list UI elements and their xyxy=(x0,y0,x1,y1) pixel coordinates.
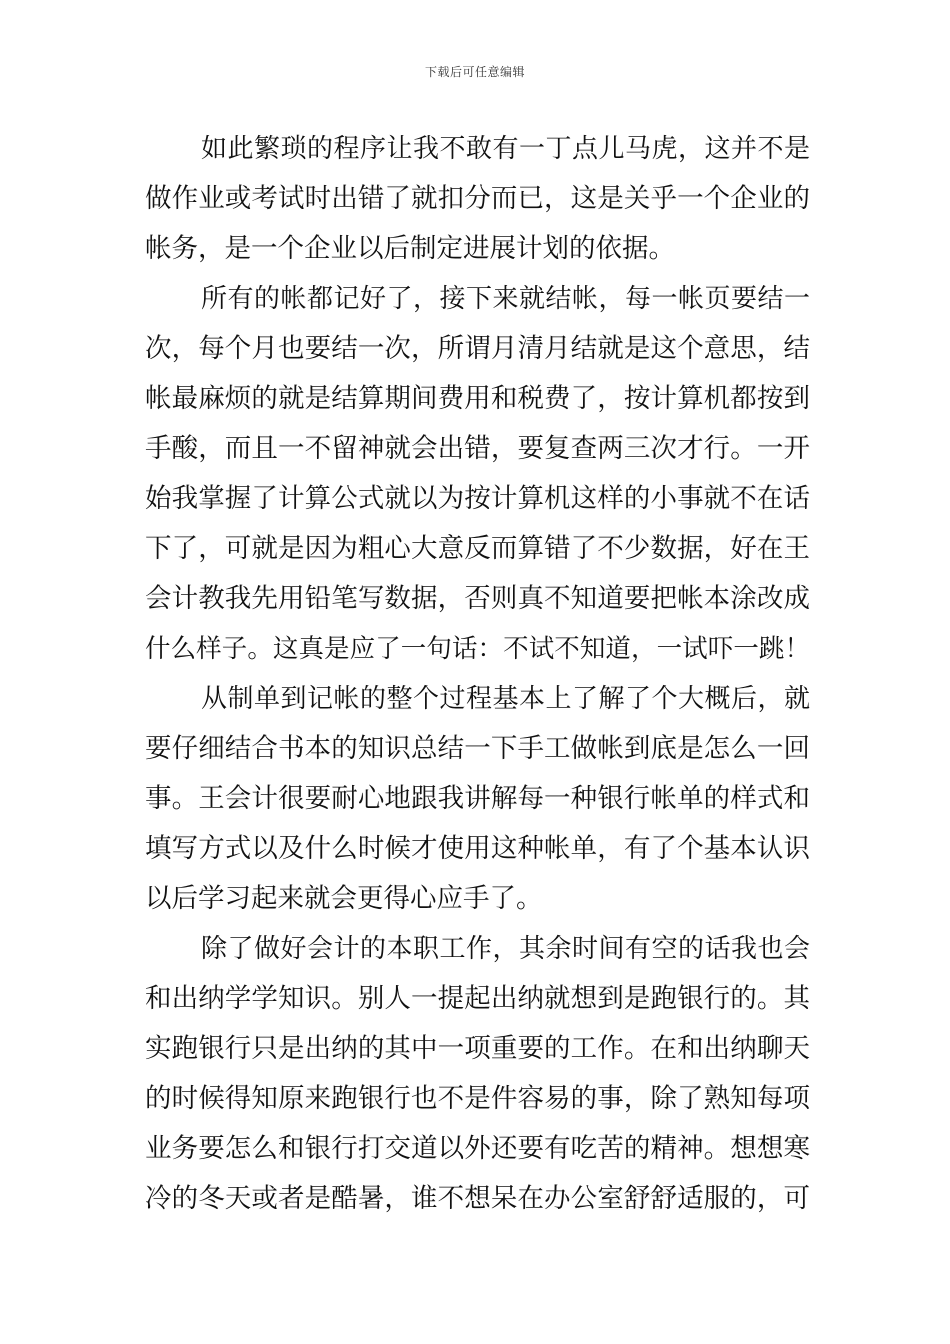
text-line: 的时候得知原来跑银行也不是件容易的事，除了熟知每项 xyxy=(145,1083,810,1114)
text-line: 下了，可就是因为粗心大意反而算错了不少数据，好在王 xyxy=(145,533,810,564)
page-header: 下载后可任意编辑 xyxy=(424,65,525,79)
text-line: 除了做好会计的本职工作，其余时间有空的话我也会 xyxy=(201,934,810,964)
text-line: 帐务，是一个企业以后制定进展计划的依据。 xyxy=(145,233,675,264)
text-line: 业务要怎么和银行打交道以外还要有吃苦的精神。想想寒 xyxy=(145,1133,810,1164)
text-line: 从制单到记帐的整个过程基本上了解了个大概后，就 xyxy=(201,684,810,714)
text-line: 始我掌握了计算公式就以为按计算机这样的小事就不在话 xyxy=(145,483,810,514)
text-line: 要仔细结合书本的知识总结一下手工做帐到底是怎么一回 xyxy=(145,733,810,764)
text-line: 帐最麻烦的就是结算期间费用和税费了，按计算机都按到 xyxy=(145,383,810,414)
text-line: 会计教我先用铅笔写数据，否则真不知道要把帐本涂改成 xyxy=(145,583,810,614)
text-line: 如此繁琐的程序让我不敢有一丁点儿马虎，这并不是 xyxy=(201,134,810,164)
text-line: 事。王会计很要耐心地跟我讲解每一种银行帐单的样式和 xyxy=(145,783,810,814)
text-line: 以后学习起来就会更得心应手了。 xyxy=(145,883,543,914)
text-line: 实跑银行只是出纳的其中一项重要的工作。在和出纳聊天 xyxy=(145,1033,810,1064)
text-line: 冷的冬天或者是酷暑，谁不想呆在办公室舒舒适服的，可 xyxy=(145,1183,810,1214)
text-line: 做作业或考试时出错了就扣分而已，这是关乎一个企业的 xyxy=(145,183,810,214)
text-line: 手酸，而且一不留神就会出错，要复查两三次才行。一开 xyxy=(145,433,810,464)
text-line: 次，每个月也要结一次，所谓月清月结就是这个意思，结 xyxy=(145,333,810,364)
text-line: 填写方式以及什么时候才使用这种帐单，有了个基本认识 xyxy=(145,833,810,864)
text-line: 什么样子。这真是应了一句话：不试不知道，一试吓一跳！ xyxy=(145,634,810,664)
body-text xyxy=(145,124,810,1224)
text-line: 和出纳学学知识。别人一提起出纳就想到是跑银行的。其 xyxy=(145,983,810,1014)
text-line: 所有的帐都记好了，接下来就结帐，每一帐页要结一 xyxy=(201,284,810,314)
